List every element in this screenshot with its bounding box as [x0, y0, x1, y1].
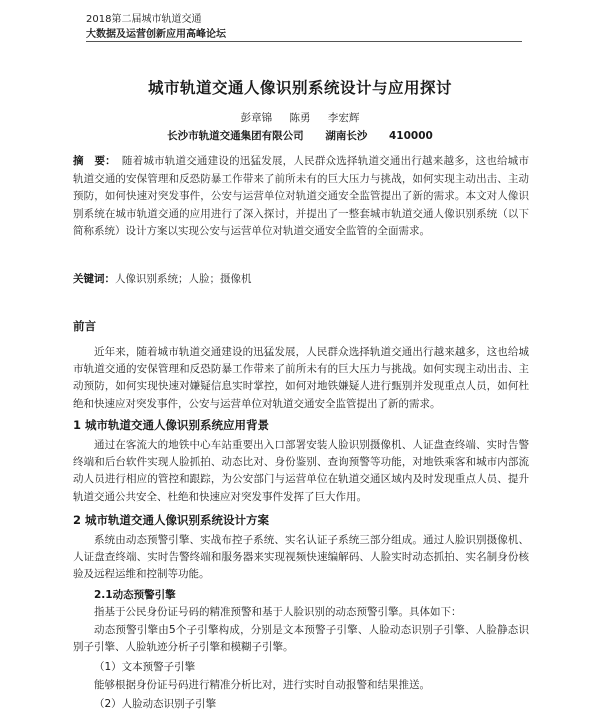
section2-heading: 2 城市轨道交通人像识别系统设计方案	[73, 513, 270, 527]
item-text-engine-desc: 能够根据身份证号码进行精准分析比对，进行实时自动报警和结果推送。	[94, 679, 430, 691]
header-rule	[86, 41, 522, 42]
keywords-text: 人像识别系统；人脸；摄像机	[115, 273, 252, 285]
running-head-line2: 大数据及运营创新应用高峰论坛	[86, 29, 226, 40]
section1-paragraph: 通过在客流大的地铁中心车站重要出入口部署安装人脸识别摄像机、人证盘查终端、实时告警终端和后台软件实现人脸抓拍、动态比对、身份鉴别、查询预警等功能，对地铁乘客和城市内部流动人员进行相应的管控和跟踪，为公安部门与运营单位在轨道交通区域内及时发现重点人员、提升轨道交通公共安全、杜绝和快速应对突发事件发挥了巨大作用。	[73, 439, 529, 503]
section1-heading: 1 城市轨道交通人像识别系统应用背景	[73, 418, 270, 432]
abstract-text: 随着城市轨道交通建设的迅猛发展，人民群众选择轨道交通出行越来越多，这也给城市轨道交通的安保管理和反恐防暴工作带来了前所未有的巨大压力与挑战，如何实现主动出击、主动预防，如何快速对突发事件，公安与运营单位对轨道交通安全监管提出了新的需求。本文对人像识别系统在城市轨道交通的应用进行了深入探讨，并提出了一整套城市轨道交通人像识别系统（以下简称系统）设计方案以实现公安与运营单位对轨道交通安全监管的全面需求。	[73, 155, 530, 237]
affiliation-org: 长沙市轨道交通集团有限公司	[167, 130, 304, 142]
abstract	[73, 153, 529, 241]
abstract-label: 摘 要：	[73, 155, 116, 167]
subsection-2-1-para1: 指基于公民身份证号码的精准预警和基于人脸识别的动态预警引擎。具体如下：	[94, 606, 462, 618]
section2-paragraph: 系统由动态预警引擎、实战布控子系统、实名认证子系统三部分组成。通过人脸识别摄像机、人证盘查终端、实时告警终端和服务器来实现视频快速编解码、人脸实时动态抓拍、实名制身份核验及远程运维和控制等功能。	[73, 534, 529, 581]
running-head-line1: 2018第二届城市轨道交通	[86, 14, 202, 25]
affiliation	[0, 128, 600, 143]
keywords-label: 关键词：	[73, 273, 115, 285]
item-text-engine: （1）文本预警子引擎	[94, 661, 196, 673]
keywords	[73, 271, 529, 288]
paper-title: 城市轨道交通人像识别系统设计与应用探讨	[147, 79, 452, 97]
running-head	[86, 12, 226, 42]
subsection-2-1-para2: 动态预警引擎由5个子引擎构成，分别是文本预警子引擎、人脸动态识别子引擎、人脸静态识别子引擎、人脸轨迹分析子引擎和模糊子引擎。	[73, 624, 529, 654]
subsection-2-1-heading: 2.1动态预警引擎	[94, 589, 176, 601]
item-face-dynamic-engine: （2）人脸动态识别子引擎	[94, 698, 217, 710]
preface-paragraph: 近年来，随着城市轨道交通建设的迅猛发展，人民群众选择轨道交通出行越来越多，这也给城市轨道交通的安保管理和反恐防暴工作带来了前所未有的巨大压力与挑战。如何实现主动出击、主动预防，如何实现快速对嫌疑信息实时掌控，如何对地铁嫌疑人进行甄别并发现重点人员，如何杜绝和快速应对突发事件，公安与运营单位对轨道交通安全监管提出了新的需求。	[73, 346, 529, 410]
affiliation-city: 湖南长沙	[325, 130, 368, 142]
preface-heading: 前言	[73, 319, 96, 333]
authors: 彭章锦 陈勇 李宏辉	[240, 112, 360, 124]
affiliation-zip: 410000	[388, 130, 433, 142]
